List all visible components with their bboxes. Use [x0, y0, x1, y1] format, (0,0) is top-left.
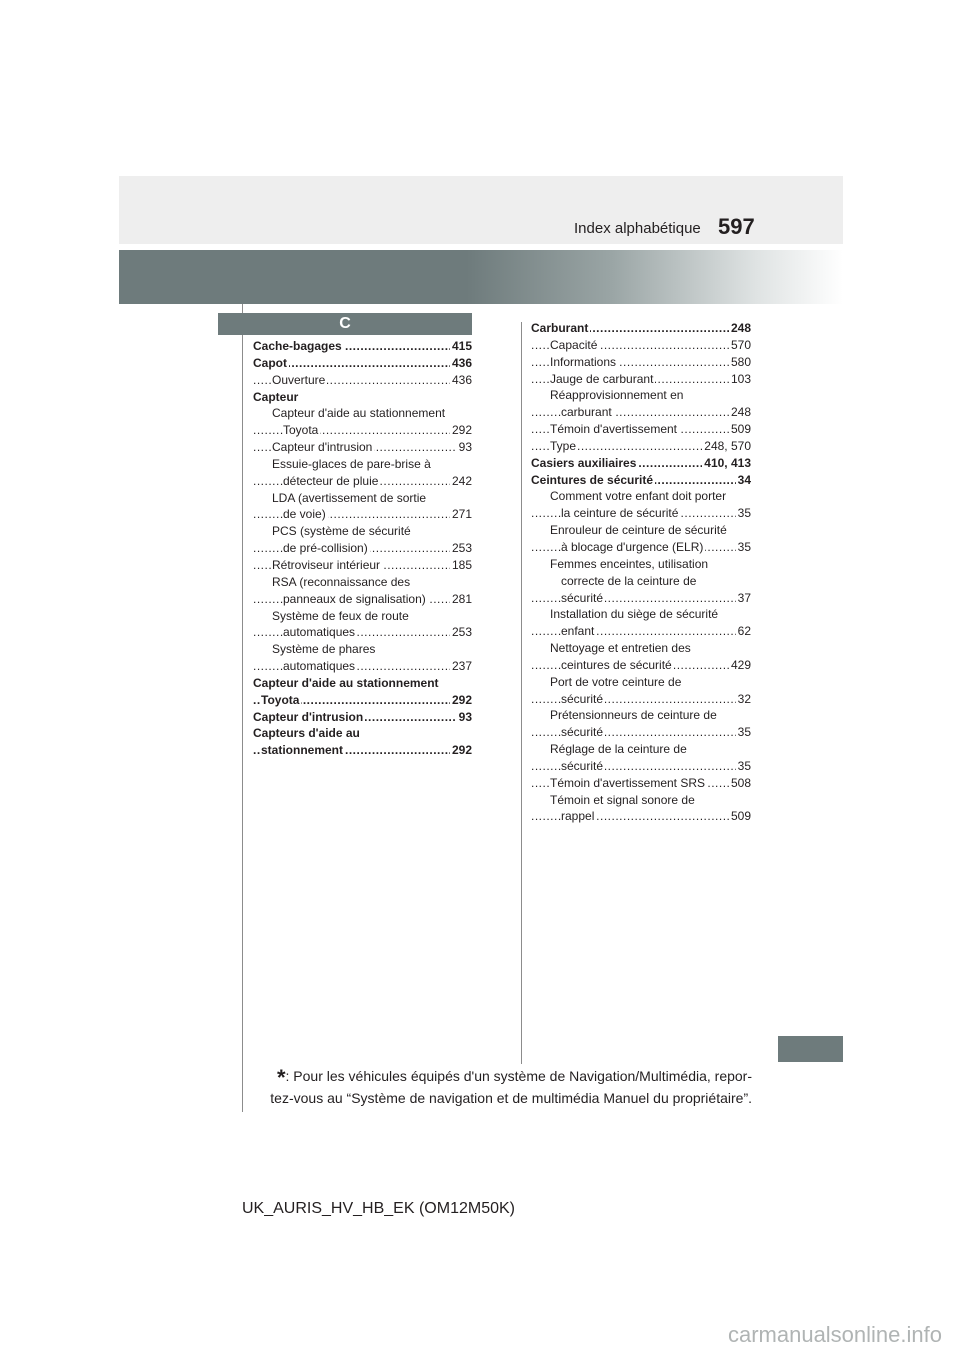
index-entry: [531, 539, 751, 556]
index-entry: [253, 725, 472, 742]
index-entry-page: 93: [458, 440, 472, 455]
index-entry-page: 248, 570: [704, 438, 751, 453]
index-entry: [531, 421, 751, 438]
index-entry-label: détecteur de pluie: [283, 473, 379, 488]
index-entry-page: 103: [730, 371, 751, 386]
index-entry-label: Capacité: [550, 337, 598, 352]
index-entry-label: Installation du siège de sécurité: [550, 607, 719, 622]
index-entry: [253, 456, 472, 473]
index-entry-label: Ouverture: [272, 372, 326, 387]
index-entry: [253, 389, 472, 406]
index-entry: [531, 623, 751, 640]
index-entry-label: RSA (reconnaissance des: [272, 574, 411, 589]
index-entry: [531, 741, 751, 758]
index-entry: [531, 573, 751, 590]
index-entry-label: Informations: [550, 354, 617, 369]
index-entry-page: 248: [730, 321, 751, 335]
index-entry: [531, 371, 751, 388]
index-entry-label: correcte de la ceinture de: [561, 573, 697, 588]
column-divider: [521, 322, 522, 1064]
index-entry: [253, 574, 472, 591]
header-gradient-bar: [119, 250, 843, 304]
index-entry-page: 508: [730, 775, 751, 790]
index-entry: [531, 354, 751, 371]
index-entry-page: 253: [451, 541, 472, 556]
index-entry-page: 292: [451, 743, 472, 758]
index-entry: [531, 691, 751, 708]
index-entry: [253, 608, 472, 625]
index-entry: [531, 488, 751, 505]
index-entry-page: 292: [451, 423, 472, 438]
footnote-line-2: tez-vous au “Système de navigation et de multimédia Manuel du propriétaire”.: [270, 1090, 752, 1106]
index-entry: [531, 522, 751, 539]
index-entry: [253, 540, 472, 557]
index-entry-label: sécurité: [561, 725, 604, 740]
index-entry-page: 242: [451, 473, 472, 488]
index-entry-label: Témoin d'avertissement SRS: [550, 775, 706, 790]
index-entry-label: stationnement: [261, 743, 344, 758]
index-entry: [531, 775, 751, 792]
index-entry: [531, 337, 751, 354]
index-entry-label: Carburant: [531, 321, 589, 335]
index-entry-label: panneaux de signalisation): [283, 591, 426, 606]
index-entry: [531, 758, 751, 775]
index-entry-label: rappel: [561, 809, 595, 824]
index-entry-label: Capteur d'aide au stationnement: [253, 675, 439, 690]
index-entry: [531, 640, 751, 657]
document-code: UK_AURIS_HV_HB_EK (OM12M50K): [242, 1200, 515, 1217]
index-entry-page: 62: [737, 624, 751, 639]
index-entry: [253, 641, 472, 658]
section-title: Index alphabétique: [574, 220, 701, 237]
index-entry-label: carburant: [561, 405, 612, 420]
index-entry-label: de voie): [283, 507, 326, 522]
index-entry: [253, 422, 472, 439]
index-entry-page: 429: [730, 657, 751, 672]
index-entry: [253, 742, 472, 759]
chapter-side-tab: [778, 1036, 843, 1062]
index-entry: [253, 405, 472, 422]
index-entry: [531, 707, 751, 724]
index-entry-page: 35: [737, 758, 751, 773]
index-column-right: [531, 320, 751, 825]
index-entry-label: Cache-bagages: [253, 339, 342, 353]
index-entry-label: Capteur d'intrusion: [272, 440, 373, 455]
index-entry: [253, 355, 472, 372]
index-entry-page: 281: [451, 591, 472, 606]
index-entry-page: 292: [451, 692, 472, 707]
index-entry-label: Ceintures de sécurité: [531, 472, 654, 487]
footnote-star: *: [276, 1065, 286, 1090]
index-entry: [531, 472, 751, 489]
index-entry: [531, 505, 751, 522]
index-entry-label: automatiques: [283, 659, 356, 674]
index-entry: [253, 338, 472, 355]
index-entry-label: Réapprovisionnement en: [550, 388, 684, 403]
index-entry-page: 271: [451, 507, 472, 522]
index-entry-label: Capteur d'aide au stationnement: [272, 406, 446, 421]
index-entry-label: sécurité: [561, 758, 604, 773]
left-margin-line: [242, 304, 243, 1112]
index-entry: [531, 792, 751, 809]
index-entry-label: Type: [550, 438, 577, 453]
footnote-line-1: : Pour les véhicules équipés d'un système de Navigation/Multimédia, repor-: [285, 1068, 752, 1084]
index-entry: [531, 606, 751, 623]
index-entry: [253, 372, 472, 389]
index-entry: [253, 658, 472, 675]
watermark: carmanualsonline.info: [727, 1322, 942, 1347]
index-entry-label: Capteur: [253, 389, 299, 404]
index-entry-page: 580: [730, 354, 751, 369]
index-entry: [253, 624, 472, 641]
index-entry-label: Prétensionneurs de ceinture de: [550, 708, 717, 723]
index-entry: [531, 320, 751, 337]
index-entry: [253, 557, 472, 574]
index-entry-label: Capot: [253, 355, 287, 370]
index-entry-page: 37: [737, 590, 751, 605]
index-entry-label: Rétroviseur intérieur: [272, 557, 381, 572]
index-entry: [531, 724, 751, 741]
index-entry: [253, 473, 472, 490]
index-entry: [253, 439, 472, 456]
index-entry: [531, 404, 751, 421]
index-entry: [531, 387, 751, 404]
index-entry-label: Capteurs d'aide au: [253, 726, 360, 741]
index-entry-page: 185: [451, 557, 472, 572]
index-entry-label: de pré-collision): [283, 541, 368, 556]
index-entry-label: Enrouleur de ceinture de sécurité: [550, 523, 727, 538]
index-entry-label: Port de votre ceinture de: [550, 674, 682, 689]
index-entry-page: 35: [737, 539, 751, 554]
index-entry: [253, 692, 472, 709]
index-entry-page: 35: [737, 506, 751, 521]
index-entry-page: 436: [451, 372, 472, 387]
index-entry-page: 93: [458, 709, 472, 724]
index-entry-label: LDA (avertissement de sortie: [272, 490, 427, 505]
index-entry-label: Témoin et signal sonore de: [550, 792, 695, 807]
index-entry: [253, 490, 472, 507]
index-entry-page: 237: [451, 659, 472, 674]
index-entry: [531, 438, 751, 455]
index-entry-label: Comment votre enfant doit porter: [550, 489, 727, 504]
index-entry-label: sécurité: [561, 691, 604, 706]
page-number: 597: [718, 214, 755, 239]
index-entry-page: 415: [451, 339, 472, 353]
index-entry-page: 253: [451, 625, 472, 640]
index-entry-page: 509: [730, 422, 751, 437]
index-entry-label: ceintures de sécurité: [561, 657, 672, 672]
index-entry-label: Toyota: [261, 692, 300, 707]
index-entry: [253, 709, 472, 726]
index-entry-label: Réglage de la ceinture de: [550, 742, 687, 757]
index-entry-label: à blocage d'urgence (ELR): [561, 539, 704, 554]
index-entry: [531, 455, 751, 472]
index-letter-header: C: [218, 313, 472, 335]
index-entry: [531, 808, 751, 825]
index-entry: [531, 674, 751, 691]
index-entry-label: automatiques: [283, 625, 356, 640]
index-entry-page: 509: [730, 809, 751, 824]
index-entry-page: 248: [730, 405, 751, 420]
index-entry-label: Femmes enceintes, utilisation: [550, 556, 709, 571]
index-entry-page: 410, 413: [704, 455, 751, 470]
index-entry-label: Nettoyage et entretien des: [550, 641, 691, 656]
index-entry-label: sécurité: [561, 590, 604, 605]
index-entry: [253, 591, 472, 608]
index-entry-page: 34: [737, 472, 751, 487]
index-entry: [253, 523, 472, 540]
index-entry-label: Témoin d'avertissement: [550, 422, 678, 437]
index-entry-page: 436: [451, 355, 472, 370]
index-entry: [531, 590, 751, 607]
index-entry-label: Toyota: [283, 423, 319, 438]
index-entry-label: PCS (système de sécurité: [272, 524, 411, 539]
index-entry: [531, 556, 751, 573]
index-entry: [531, 657, 751, 674]
index-column-left: [253, 338, 472, 759]
footnote: [270, 1066, 752, 1109]
index-entry-label: enfant: [561, 624, 595, 639]
index-entry-page: 32: [737, 691, 751, 706]
index-entry-page: 35: [737, 725, 751, 740]
index-entry-label: Capteur d'intrusion: [253, 709, 364, 724]
index-entry-label: Casiers auxiliaires: [531, 455, 637, 470]
index-entry: [253, 506, 472, 523]
index-entry-label: Essuie-glaces de pare-brise à: [272, 456, 431, 471]
index-entry-label: Jauge de carburant: [550, 371, 654, 386]
index-entry: [253, 675, 472, 692]
index-entry-page: 570: [730, 337, 751, 352]
index-entry-label: Système de phares: [272, 642, 376, 657]
index-entry-label: la ceinture de sécurité: [561, 506, 679, 521]
index-entry-label: Système de feux de route: [272, 608, 409, 623]
